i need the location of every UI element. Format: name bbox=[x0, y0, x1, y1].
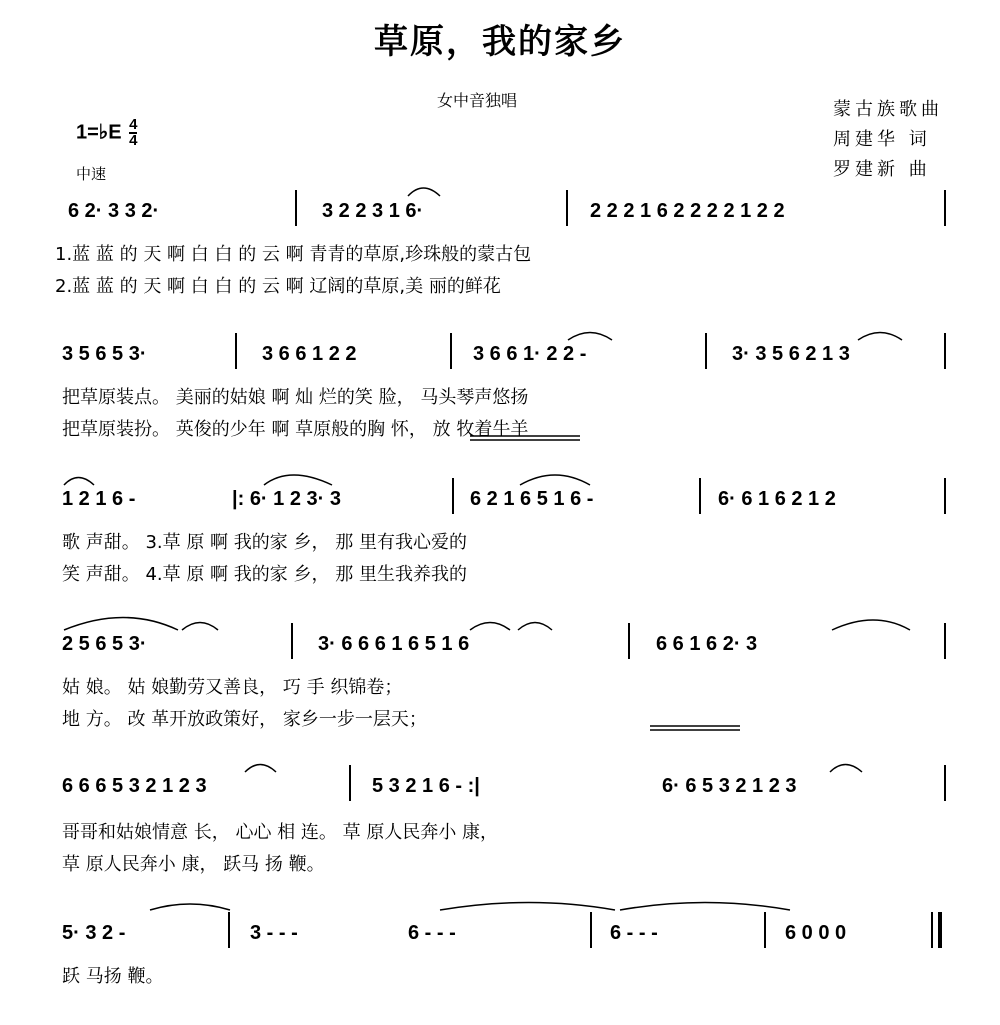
slur bbox=[520, 475, 590, 485]
lyrics-line-5-verse-2: 草 原人民奔小 康， 跃马 扬 鞭。 bbox=[62, 854, 325, 875]
lyrics-line-1-verse-2: 2.蓝 蓝 的 天 啊 白 白 的 云 啊 辽阔的草原,美 丽的鲜花 bbox=[55, 276, 501, 297]
lyrics-line-2-verse-1: 把草原装点。 美丽的姑娘 啊 灿 烂的笑 脸， 马头琴声悠扬 bbox=[62, 387, 529, 408]
credit-genre: 蒙古族歌曲 bbox=[833, 99, 943, 120]
notes-line-6-m4: 6 - - - bbox=[610, 922, 658, 944]
notes-line-2-m2: 3 6 6 1 2 2 bbox=[262, 343, 357, 365]
slur bbox=[245, 765, 276, 773]
notes-line-2-m4: 3· 3 5 6 2 1 3 bbox=[732, 343, 850, 365]
slur bbox=[470, 623, 510, 631]
slur bbox=[64, 478, 94, 486]
slur bbox=[858, 333, 902, 341]
notes-line-5-m3: 6· 6 5 3 2 1 2 3 bbox=[662, 775, 797, 797]
slur bbox=[568, 333, 612, 341]
notes-line-6-m5: 6 0 0 0 bbox=[785, 922, 847, 944]
lyrics-line-1-verse-1: 1.蓝 蓝 的 天 啊 白 白 的 云 啊 青青的草原,珍珠般的蒙古包 bbox=[55, 244, 532, 265]
credit-lyricist: 周建华 词 bbox=[833, 129, 931, 150]
barlines bbox=[229, 190, 945, 948]
tempo-marking: 中速 bbox=[76, 165, 107, 183]
song-title: 草原，我的家乡 bbox=[374, 22, 626, 62]
slurs bbox=[64, 188, 910, 910]
key-text: 1=♭E bbox=[76, 121, 122, 144]
lyrics-line-5-verse-1: 哥哥和姑娘情意 长， 心心 相 连。 草 原人民奔小 康， bbox=[62, 822, 499, 843]
notes-line-4-m1: 2 5 6 5 3· bbox=[62, 633, 147, 655]
slur bbox=[620, 903, 790, 911]
notes-line-5-m1: 6 6 6 5 3 2 1 2 3 bbox=[62, 775, 207, 797]
lyrics-line-6-verse-1: 跃 马扬 鞭。 bbox=[62, 966, 164, 987]
slur bbox=[832, 620, 910, 630]
lyrics-line-3-verse-2: 笑 声甜。 4.草 原 啊 我的家 乡， 那 里生我养我的 bbox=[62, 564, 467, 585]
notes-line-4-m2: 3· 6 6 6 1 6 5 1 6 bbox=[318, 633, 470, 655]
notes-line-1-m1: 6 2· 3 3 2· bbox=[68, 200, 160, 222]
lyrics-line-4-verse-1: 姑 娘。 姑 娘勤劳又善良， 巧 手 织锦卷； bbox=[62, 677, 403, 698]
lyrics-line-2-verse-2: 把草原装扮。 英俊的少年 啊 草原般的胸 怀， 放 牧着牛羊 bbox=[62, 419, 529, 440]
notes-line-1-m2: 3 2 2 3 1 6· bbox=[322, 200, 424, 222]
notes-line-6-m3: 6 - - - bbox=[408, 922, 456, 944]
time-bottom: 4 bbox=[129, 132, 138, 149]
notes-line-6-m2: 3 - - - bbox=[250, 922, 298, 944]
slur bbox=[64, 618, 178, 631]
notes-line-3-m1: 1 2 1 6 - bbox=[62, 488, 136, 510]
lyrics-line-3-verse-1: 歌 声甜。 3.草 原 啊 我的家 乡， 那 里有我心爱的 bbox=[62, 532, 467, 553]
notes-line-2-m3: 3 6 6 1· 2 2 - bbox=[473, 343, 587, 365]
notes-line-1-m3: 2 2 2 1 6 2 2 2 2 1 2 2 bbox=[590, 200, 785, 222]
notes-line-2-m1: 3 5 6 5 3· bbox=[62, 343, 147, 365]
slur bbox=[150, 904, 230, 910]
slur bbox=[518, 623, 552, 631]
notes-line-3-m2: |: 6· 1 2 3· 3 bbox=[232, 488, 341, 510]
notes-line-5-m2: 5 3 2 1 6 - :| bbox=[372, 775, 480, 797]
slur bbox=[440, 903, 615, 911]
performance-type: 女中音独唱 bbox=[437, 91, 518, 110]
notes-line-3-m4: 6· 6 1 6 2 1 2 bbox=[718, 488, 836, 510]
time-top: 4 bbox=[129, 116, 138, 133]
slur bbox=[408, 188, 440, 196]
notes-line-4-m3: 6 6 1 6 2· 3 bbox=[656, 633, 758, 655]
lyrics-line-4-verse-2: 地 方。 改 革开放政策好， 家乡一步一层天； bbox=[62, 709, 427, 730]
credit-composer: 罗建新 曲 bbox=[833, 159, 931, 180]
notes-line-6-m1: 5· 3 2 - bbox=[62, 922, 126, 944]
slur bbox=[830, 765, 862, 773]
slur bbox=[182, 623, 218, 631]
notes-line-3-m3: 6 2 1 6 5 1 6 - bbox=[470, 488, 594, 510]
slur bbox=[264, 475, 332, 485]
